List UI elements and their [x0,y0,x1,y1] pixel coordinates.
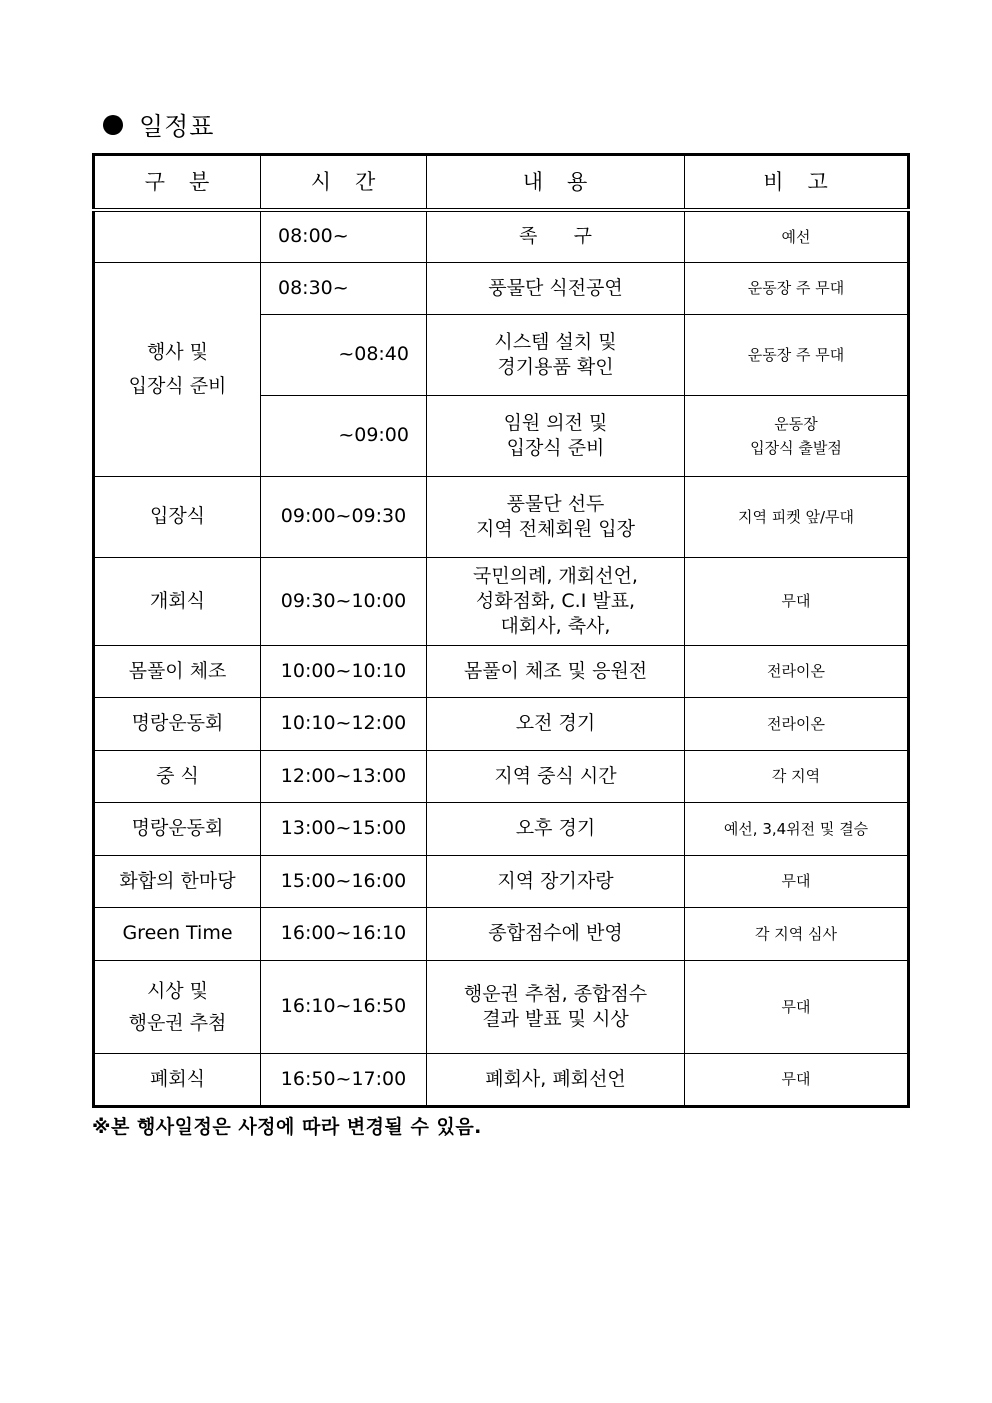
table-row [94,557,909,645]
row-time: 15:00~16:00 [261,855,427,907]
row-time: ~09:00 [261,395,427,476]
row-content: 종합점수에 반영 [427,907,685,960]
row-time: 10:10~12:00 [261,697,427,750]
row-category: 입장식 [94,476,261,557]
table-header-row [94,155,909,211]
row-note: 무대 [685,960,909,1053]
row-time: 08:00~ [261,210,427,262]
row-content: 지역 중식 시간 [427,750,685,802]
row-content: 시스템 설치 및 경기용품 확인 [427,314,685,395]
header-category: 구 분 [94,155,261,211]
row-category: 폐회식 [94,1053,261,1106]
row-time: 13:00~15:00 [261,802,427,855]
table-row [94,750,909,802]
row-category: 명랑운동회 [94,697,261,750]
row-category: 몸풀이 체조 [94,645,261,697]
table-row [94,262,909,314]
row-content: 지역 장기자랑 [427,855,685,907]
row-time: ~08:40 [261,314,427,395]
section-heading [103,108,214,142]
table-row [94,855,909,907]
header-note: 비 고 [685,155,909,211]
row-note: 예선, 3,4위전 및 결승 [685,802,909,855]
table-row [94,645,909,697]
row-note: 각 지역 [685,750,909,802]
row-time: 08:30~ [261,262,427,314]
table-row [94,960,909,1053]
row-note: 운동장 입장식 출발점 [685,395,909,476]
row-content: 몸풀이 체조 및 응원전 [427,645,685,697]
table-row [94,1053,909,1106]
row-time: 16:00~16:10 [261,907,427,960]
row-category: 행사 및 입장식 준비 [94,262,261,476]
row-category: 명랑운동회 [94,802,261,855]
table-row [94,802,909,855]
schedule-table [92,153,910,1108]
table-row [94,907,909,960]
row-note: 운동장 주 무대 [685,262,909,314]
table-row [94,210,909,262]
row-time: 09:00~09:30 [261,476,427,557]
row-content: 오후 경기 [427,802,685,855]
row-category: 화합의 한마당 [94,855,261,907]
header-time: 시 간 [261,155,427,211]
row-note: 무대 [685,557,909,645]
row-time: 10:00~10:10 [261,645,427,697]
row-note: 전라이온 [685,697,909,750]
row-category: 시상 및 행운권 추첨 [94,960,261,1053]
row-category: 개회식 [94,557,261,645]
page-title: 일정표 [139,112,215,141]
bullet-icon [103,115,123,135]
row-time: 09:30~10:00 [261,557,427,645]
row-note: 전라이온 [685,645,909,697]
row-time: 16:10~16:50 [261,960,427,1053]
row-content: 풍물단 선두 지역 전체회원 입장 [427,476,685,557]
row-content: 행운권 추첨, 종합점수 결과 발표 및 시상 [427,960,685,1053]
row-content: 족 구 [427,210,685,262]
row-note: 지역 피켓 앞/무대 [685,476,909,557]
row-category: 중 식 [94,750,261,802]
header-content: 내 용 [427,155,685,211]
row-note: 무대 [685,855,909,907]
row-note: 예선 [685,210,909,262]
row-note: 무대 [685,1053,909,1106]
row-content: 풍물단 식전공연 [427,262,685,314]
footnote: ※본 행사일정은 사정에 따라 변경될 수 있음. [92,1116,482,1138]
row-content: 오전 경기 [427,697,685,750]
row-note: 운동장 주 무대 [685,314,909,395]
row-content: 폐회사, 폐회선언 [427,1053,685,1106]
row-time: 12:00~13:00 [261,750,427,802]
row-category [94,210,261,262]
row-time: 16:50~17:00 [261,1053,427,1106]
row-note: 각 지역 심사 [685,907,909,960]
row-content: 임원 의전 및 입장식 준비 [427,395,685,476]
table-row [94,476,909,557]
table-row [94,697,909,750]
row-content: 국민의례, 개회선언, 성화점화, C.I 발표, 대회사, 축사, [427,557,685,645]
row-category: Green Time [94,907,261,960]
